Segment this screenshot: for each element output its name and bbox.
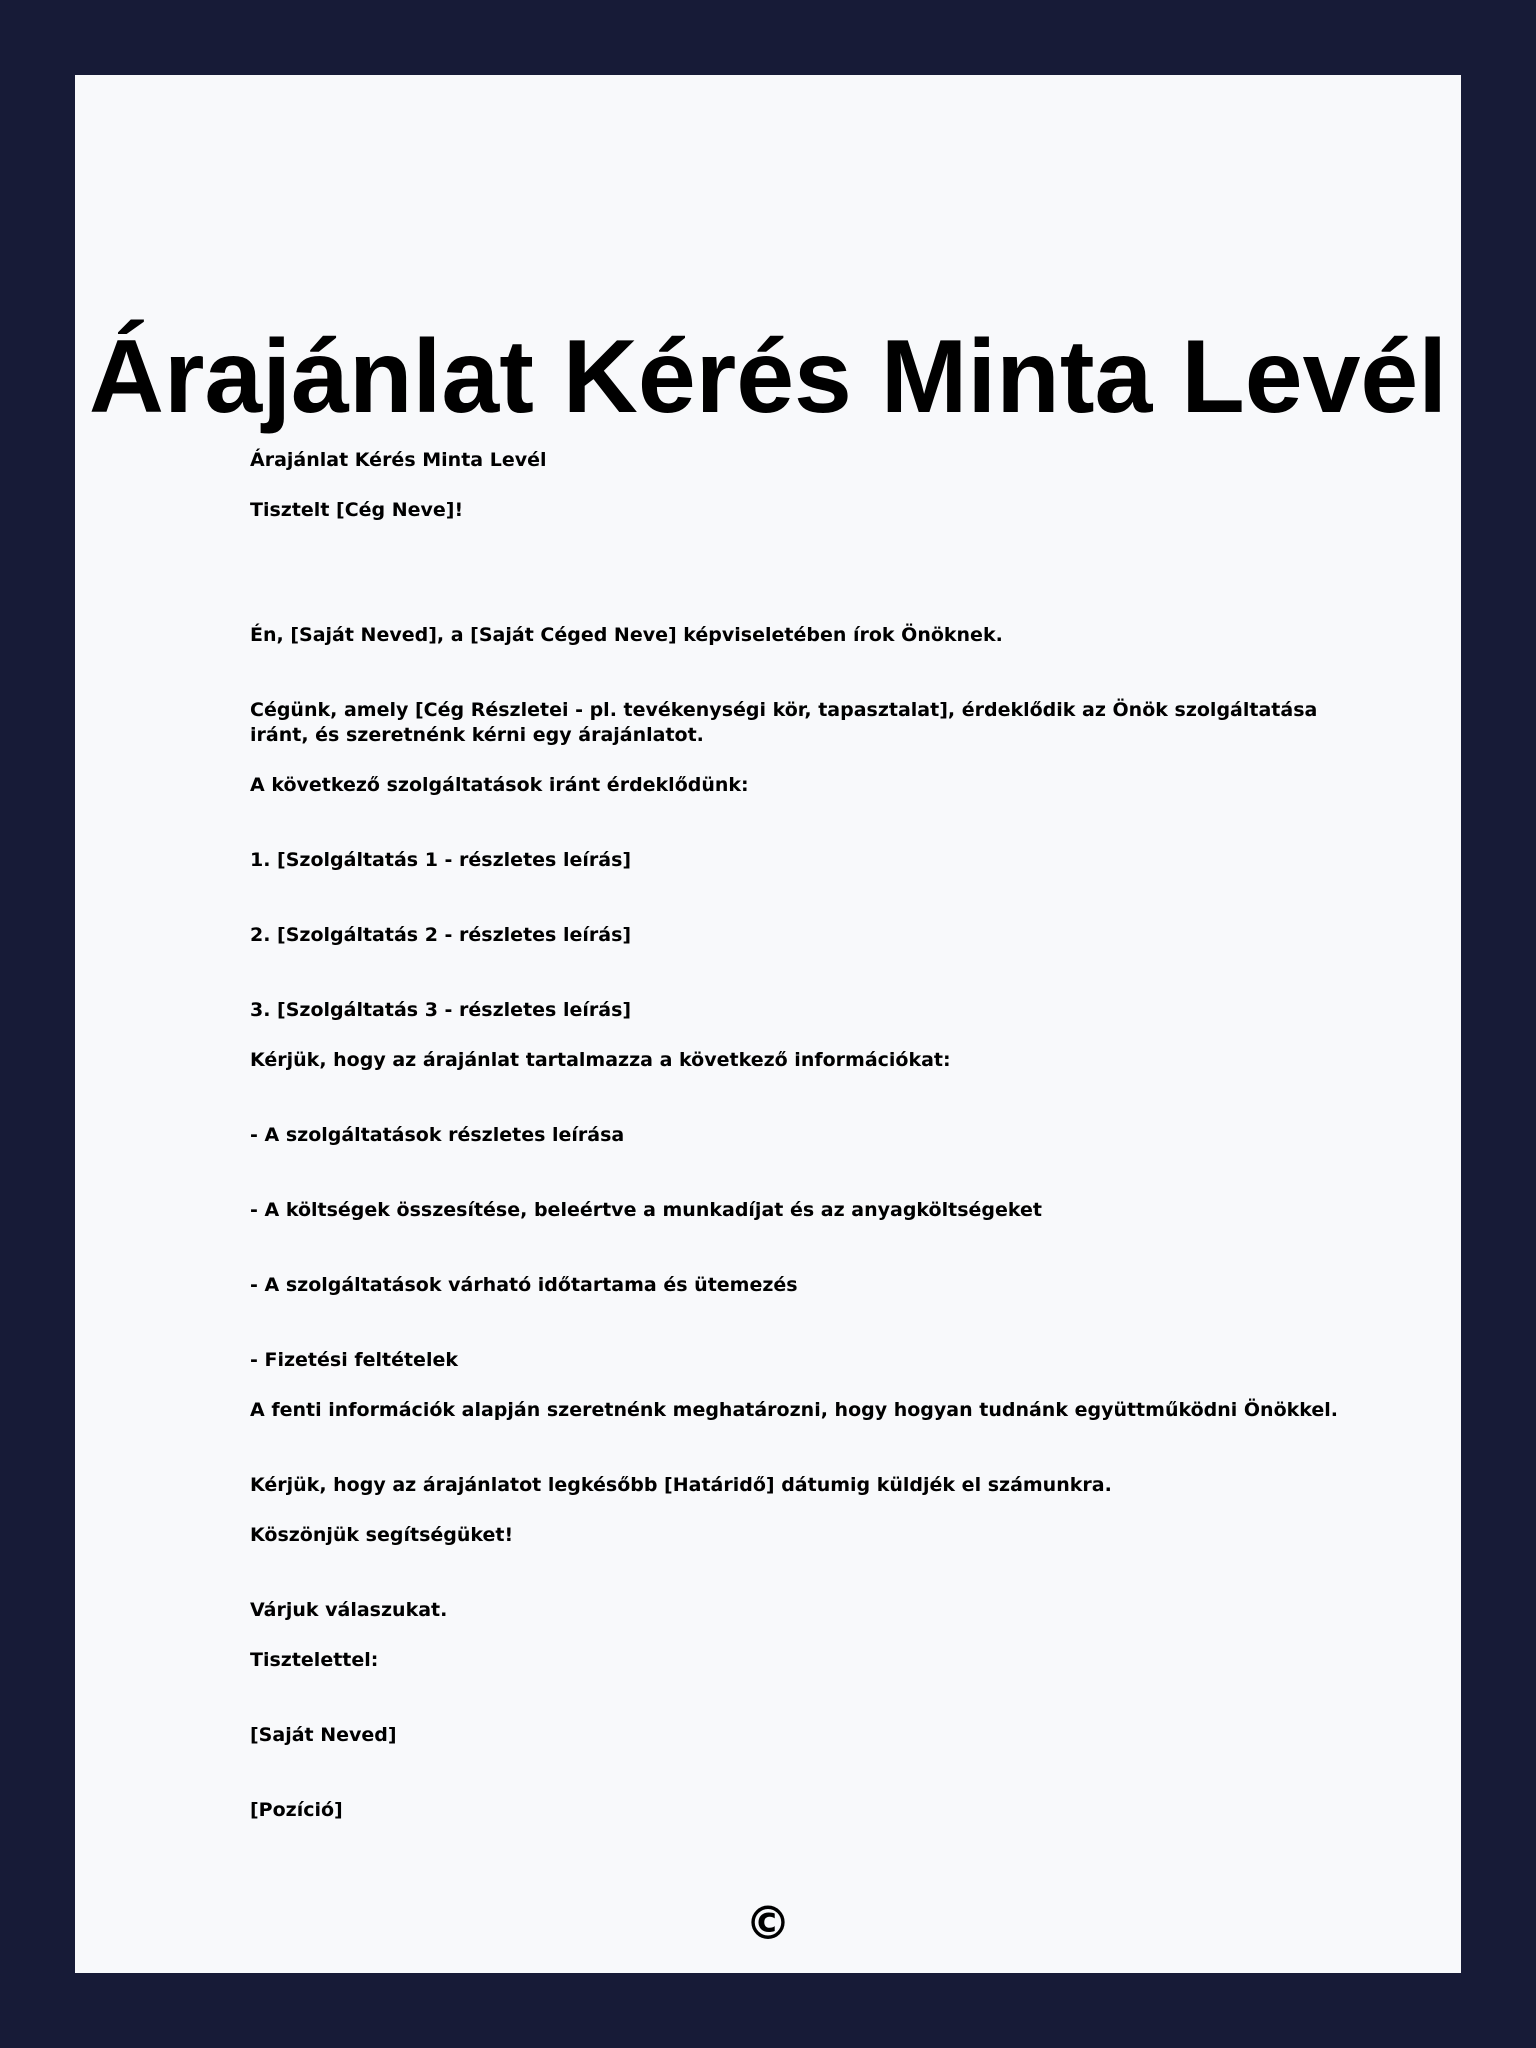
service-item-3: 3. [Szolgáltatás 3 - részletes leírás] bbox=[250, 999, 632, 1021]
document-page bbox=[75, 75, 1461, 1973]
requirements-intro: Kérjük, hogy az árajánlat tartalmazza a következő információkat: bbox=[250, 1049, 951, 1071]
service-item-2: 2. [Szolgáltatás 2 - részletes leírás] bbox=[250, 924, 632, 946]
letter-subject: Árajánlat Kérés Minta Levél bbox=[250, 449, 547, 471]
requirement-item-1: - A szolgáltatások részletes leírása bbox=[250, 1124, 625, 1146]
closing-line: Tisztelettel: bbox=[250, 1649, 379, 1671]
copyright-icon: © bbox=[745, 1896, 791, 1950]
awaiting-line: Várjuk válaszukat. bbox=[250, 1599, 448, 1621]
services-intro: A következő szolgáltatások iránt érdeklődünk: bbox=[250, 774, 749, 796]
signature-name: [Saját Neved] bbox=[250, 1724, 397, 1746]
cooperation-paragraph: A fenti információk alapján szeretnénk meghatározni, hogy hogyan tudnánk együttműködni Önökkel. bbox=[250, 1399, 1339, 1421]
letter-greeting: Tisztelt [Cég Neve]! bbox=[250, 499, 464, 521]
letter-intro: Én, [Saját Neved], a [Saját Céged Neve] képviseletében írok Önöknek. bbox=[250, 624, 1003, 646]
letter-company-paragraph: Cégünk, amely [Cég Részletei - pl. tevékenységi kör, tapasztalat], érdeklődik az Önök szolgáltatása iránt, és szeretnénk kérni egy árajánlatot. bbox=[250, 699, 1318, 746]
page-title: Árajánlat Kérés Minta Levél bbox=[88, 319, 1448, 435]
thanks-line: Köszönjük segítségüket! bbox=[250, 1524, 514, 1546]
requirement-item-3: - A szolgáltatások várható időtartama és ütemezés bbox=[250, 1274, 798, 1296]
requirement-item-4: - Fizetési feltételek bbox=[250, 1349, 458, 1371]
requirement-item-2: - A költségek összesítése, beleértve a munkadíjat és az anyagköltségeket bbox=[250, 1199, 1042, 1221]
deadline-paragraph: Kérjük, hogy az árajánlatot legkésőbb [Határidő] dátumig küldjék el számunkra. bbox=[250, 1474, 1112, 1496]
service-item-1: 1. [Szolgáltatás 1 - részletes leírás] bbox=[250, 849, 632, 871]
signature-position: [Pozíció] bbox=[250, 1799, 343, 1821]
